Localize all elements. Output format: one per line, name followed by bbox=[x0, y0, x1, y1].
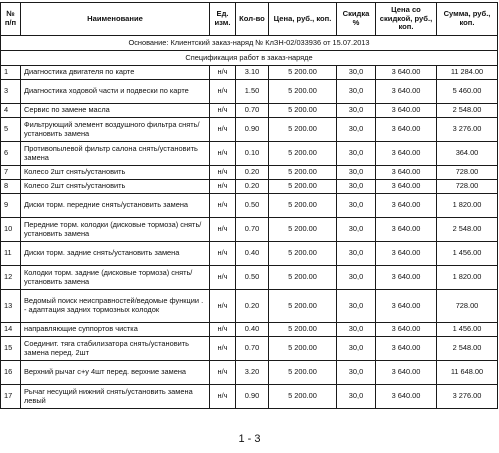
row-discount: 30,0 bbox=[337, 218, 376, 242]
row-num: 14 bbox=[1, 323, 21, 337]
row-qty: 0.90 bbox=[236, 385, 269, 409]
row-name: Верхний рычаг с+у 4шт перед. верхние замена bbox=[21, 361, 210, 385]
row-discounted-price: 3 640.00 bbox=[376, 166, 437, 180]
row-discounted-price: 3 640.00 bbox=[376, 218, 437, 242]
row-qty: 0.90 bbox=[236, 118, 269, 142]
row-discount: 30,0 bbox=[337, 104, 376, 118]
row-discount: 30,0 bbox=[337, 323, 376, 337]
row-unit: н/ч bbox=[210, 266, 236, 290]
header-row bbox=[1, 3, 498, 36]
row-sum: 11 284.00 bbox=[437, 66, 498, 80]
row-discounted-price: 3 640.00 bbox=[376, 180, 437, 194]
row-unit: н/ч bbox=[210, 323, 236, 337]
row-unit: н/ч bbox=[210, 218, 236, 242]
table-row bbox=[1, 385, 498, 409]
table-row bbox=[1, 266, 498, 290]
row-num: 1 bbox=[1, 66, 21, 80]
row-unit: н/ч bbox=[210, 180, 236, 194]
row-unit: н/ч bbox=[210, 194, 236, 218]
row-price: 5 200.00 bbox=[269, 290, 337, 323]
row-qty: 3.20 bbox=[236, 361, 269, 385]
row-sum: 2 548.00 bbox=[437, 218, 498, 242]
row-discount: 30,0 bbox=[337, 290, 376, 323]
header-discount: Скидка % bbox=[337, 3, 376, 36]
row-sum: 11 648.00 bbox=[437, 361, 498, 385]
row-price: 5 200.00 bbox=[269, 266, 337, 290]
row-price: 5 200.00 bbox=[269, 142, 337, 166]
row-num: 13 bbox=[1, 290, 21, 323]
row-num: 12 bbox=[1, 266, 21, 290]
row-num: 10 bbox=[1, 218, 21, 242]
header-discounted-price: Цена со скидкой, руб., коп. bbox=[376, 3, 437, 36]
table-row bbox=[1, 218, 498, 242]
row-qty: 1.50 bbox=[236, 80, 269, 104]
basis-text: Основание: Клиентский заказ-наряд № КлЗН-02/033936 от 15.07.2013 bbox=[1, 36, 498, 51]
row-name: Диски торм. задние снять/установить замена bbox=[21, 242, 210, 266]
row-discount: 30,0 bbox=[337, 242, 376, 266]
table-row bbox=[1, 104, 498, 118]
row-qty: 0.50 bbox=[236, 266, 269, 290]
row-discounted-price: 3 640.00 bbox=[376, 385, 437, 409]
row-name: Фильтрующий элемент воздушного фильтра снять/установить замена bbox=[21, 118, 210, 142]
row-num: 6 bbox=[1, 142, 21, 166]
row-discount: 30,0 bbox=[337, 337, 376, 361]
row-sum: 1 456.00 bbox=[437, 242, 498, 266]
row-sum: 364.00 bbox=[437, 142, 498, 166]
row-discount: 30,0 bbox=[337, 385, 376, 409]
row-qty: 0.70 bbox=[236, 104, 269, 118]
row-discount: 30,0 bbox=[337, 142, 376, 166]
row-price: 5 200.00 bbox=[269, 104, 337, 118]
row-price: 5 200.00 bbox=[269, 385, 337, 409]
table-row bbox=[1, 242, 498, 266]
row-discount: 30,0 bbox=[337, 66, 376, 80]
row-price: 5 200.00 bbox=[269, 323, 337, 337]
row-qty: 0.40 bbox=[236, 323, 269, 337]
row-discounted-price: 3 640.00 bbox=[376, 104, 437, 118]
table-row bbox=[1, 66, 498, 80]
row-name: Противопылевой фильтр салона снять/установить замена bbox=[21, 142, 210, 166]
row-num: 16 bbox=[1, 361, 21, 385]
row-num: 17 bbox=[1, 385, 21, 409]
table-row bbox=[1, 80, 498, 104]
row-qty: 3.10 bbox=[236, 66, 269, 80]
row-discounted-price: 3 640.00 bbox=[376, 118, 437, 142]
table-row bbox=[1, 337, 498, 361]
row-sum: 3 276.00 bbox=[437, 385, 498, 409]
row-discounted-price: 3 640.00 bbox=[376, 323, 437, 337]
row-name: Диагностика двигателя по карте bbox=[21, 66, 210, 80]
section-title: Спецификация работ в заказ-наряде bbox=[1, 51, 498, 66]
row-qty: 0.20 bbox=[236, 180, 269, 194]
row-price: 5 200.00 bbox=[269, 194, 337, 218]
row-sum: 1 820.00 bbox=[437, 266, 498, 290]
row-num: 9 bbox=[1, 194, 21, 218]
row-discount: 30,0 bbox=[337, 118, 376, 142]
row-discount: 30,0 bbox=[337, 180, 376, 194]
row-qty: 0.50 bbox=[236, 194, 269, 218]
row-sum: 5 460.00 bbox=[437, 80, 498, 104]
row-name: Сервис по замене масла bbox=[21, 104, 210, 118]
row-discounted-price: 3 640.00 bbox=[376, 361, 437, 385]
section-row bbox=[1, 51, 498, 66]
row-unit: н/ч bbox=[210, 166, 236, 180]
page-number: 1 - 3 bbox=[238, 433, 261, 445]
row-qty: 0.10 bbox=[236, 142, 269, 166]
row-name: Соединит. тяга стабилизатора снять/установить замена перед. 2шт bbox=[21, 337, 210, 361]
row-discounted-price: 3 640.00 bbox=[376, 194, 437, 218]
row-unit: н/ч bbox=[210, 290, 236, 323]
header-sum: Сумма, руб., коп. bbox=[437, 3, 498, 36]
row-discounted-price: 3 640.00 bbox=[376, 66, 437, 80]
row-sum: 728.00 bbox=[437, 180, 498, 194]
row-discount: 30,0 bbox=[337, 166, 376, 180]
row-num: 4 bbox=[1, 104, 21, 118]
table-row bbox=[1, 290, 498, 323]
basis-row bbox=[1, 36, 498, 51]
row-discounted-price: 3 640.00 bbox=[376, 337, 437, 361]
row-sum: 1 456.00 bbox=[437, 323, 498, 337]
row-unit: н/ч bbox=[210, 104, 236, 118]
row-name: Передние торм. колодки (дисковые тормоза) снять/установить замена bbox=[21, 218, 210, 242]
header-name: Наименование bbox=[21, 3, 210, 36]
row-discounted-price: 3 640.00 bbox=[376, 290, 437, 323]
row-discount: 30,0 bbox=[337, 361, 376, 385]
row-price: 5 200.00 bbox=[269, 80, 337, 104]
table-row bbox=[1, 180, 498, 194]
row-discounted-price: 3 640.00 bbox=[376, 142, 437, 166]
row-sum: 2 548.00 bbox=[437, 337, 498, 361]
row-name: направляющие суппортов чистка bbox=[21, 323, 210, 337]
row-num: 3 bbox=[1, 80, 21, 104]
row-price: 5 200.00 bbox=[269, 180, 337, 194]
row-discounted-price: 3 640.00 bbox=[376, 242, 437, 266]
row-name: Диагностика ходовой части и подвески по карте bbox=[21, 80, 210, 104]
row-sum: 2 548.00 bbox=[437, 104, 498, 118]
table-row bbox=[1, 194, 498, 218]
row-qty: 0.20 bbox=[236, 290, 269, 323]
row-name: Ведомый поиск неисправностей/ведомые функции . - адаптация задних тормозных колодок bbox=[21, 290, 210, 323]
row-qty: 0.40 bbox=[236, 242, 269, 266]
row-unit: н/ч bbox=[210, 66, 236, 80]
row-name: Колодки торм. задние (дисковые тормоза) снять/установить замена bbox=[21, 266, 210, 290]
row-discounted-price: 3 640.00 bbox=[376, 266, 437, 290]
table-row bbox=[1, 142, 498, 166]
row-discount: 30,0 bbox=[337, 80, 376, 104]
document-sheet bbox=[0, 2, 497, 409]
table-row bbox=[1, 323, 498, 337]
row-name: Колесо 2шт снять/установить bbox=[21, 180, 210, 194]
row-discount: 30,0 bbox=[337, 266, 376, 290]
row-price: 5 200.00 bbox=[269, 166, 337, 180]
row-unit: н/ч bbox=[210, 80, 236, 104]
row-unit: н/ч bbox=[210, 361, 236, 385]
row-unit: н/ч bbox=[210, 242, 236, 266]
row-sum: 1 820.00 bbox=[437, 194, 498, 218]
row-price: 5 200.00 bbox=[269, 66, 337, 80]
table-row bbox=[1, 361, 498, 385]
row-sum: 728.00 bbox=[437, 166, 498, 180]
row-discounted-price: 3 640.00 bbox=[376, 80, 437, 104]
row-unit: н/ч bbox=[210, 337, 236, 361]
row-unit: н/ч bbox=[210, 385, 236, 409]
row-price: 5 200.00 bbox=[269, 242, 337, 266]
row-unit: н/ч bbox=[210, 142, 236, 166]
row-name: Колесо 2шт снять/установить bbox=[21, 166, 210, 180]
table-row bbox=[1, 118, 498, 142]
row-unit: н/ч bbox=[210, 118, 236, 142]
row-price: 5 200.00 bbox=[269, 118, 337, 142]
row-name: Рычаг несущий нижний снять/установить замена левый bbox=[21, 385, 210, 409]
row-num: 5 bbox=[1, 118, 21, 142]
row-discount: 30,0 bbox=[337, 194, 376, 218]
row-price: 5 200.00 bbox=[269, 218, 337, 242]
row-price: 5 200.00 bbox=[269, 337, 337, 361]
header-num: № п/п bbox=[1, 3, 21, 36]
row-price: 5 200.00 bbox=[269, 361, 337, 385]
row-qty: 0.70 bbox=[236, 337, 269, 361]
row-num: 15 bbox=[1, 337, 21, 361]
row-sum: 728.00 bbox=[437, 290, 498, 323]
row-num: 8 bbox=[1, 180, 21, 194]
header-price: Цена, руб., коп. bbox=[269, 3, 337, 36]
table-row bbox=[1, 166, 498, 180]
header-unit: Ед. изм. bbox=[210, 3, 236, 36]
row-qty: 0.70 bbox=[236, 218, 269, 242]
row-num: 11 bbox=[1, 242, 21, 266]
row-name: Диски торм. передние снять/установить замена bbox=[21, 194, 210, 218]
header-qty: Кол-во bbox=[236, 3, 269, 36]
row-sum: 3 276.00 bbox=[437, 118, 498, 142]
row-qty: 0.20 bbox=[236, 166, 269, 180]
row-num: 7 bbox=[1, 166, 21, 180]
work-spec-table bbox=[0, 2, 498, 409]
